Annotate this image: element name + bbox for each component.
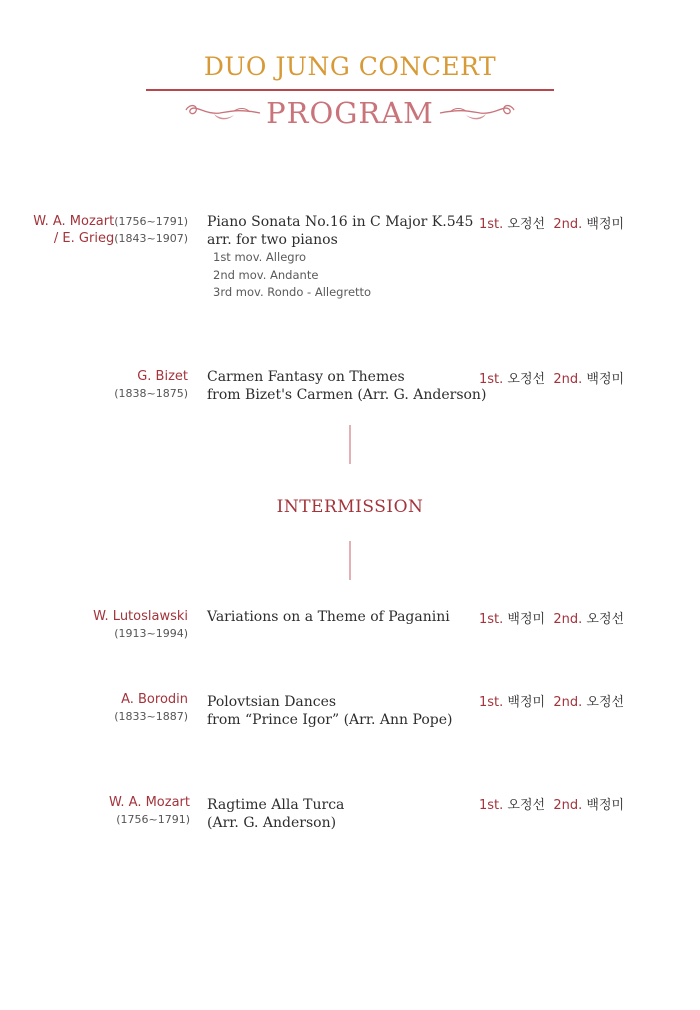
- piece-subtitle: arr. for two pianos: [207, 232, 338, 248]
- concert-title: DUO JUNG CONCERT: [203, 52, 497, 81]
- composer-name: A. Borodin: [121, 692, 188, 707]
- composer-name: G. Bizet: [137, 369, 188, 384]
- composer-dates: (1843~1907): [114, 232, 188, 245]
- divider-line: [349, 541, 351, 580]
- piece-title: Carmen Fantasy on Themes: [207, 369, 405, 385]
- movement: 2nd mov. Andante: [213, 267, 319, 282]
- performers: [479, 608, 624, 627]
- movement: 3rd mov. Rondo - Allegretto: [213, 285, 372, 299]
- piece-sonata: [207, 213, 473, 302]
- second-piano-name: 오정선: [586, 612, 625, 627]
- performers: [479, 794, 624, 813]
- first-piano-label: 1st.: [479, 612, 504, 627]
- composer-bizet: [114, 368, 188, 402]
- piece-title: Polovtsian Dances: [207, 694, 337, 710]
- composer-name: W. A. Mozart: [109, 795, 190, 810]
- composer-dates: (1756~1791): [114, 215, 188, 228]
- piece-carmen: [207, 368, 486, 404]
- composer-mozart-grieg: [33, 213, 188, 247]
- second-piano-label: 2nd.: [553, 612, 583, 627]
- divider-line: [349, 425, 351, 464]
- composer-lutoslawski: [93, 608, 188, 642]
- composer-dates: (1833~1887): [114, 710, 188, 723]
- performers: [479, 368, 624, 387]
- right-flourish-icon: [438, 101, 516, 125]
- second-piano-label: 2nd.: [553, 372, 583, 387]
- piece-subtitle: from “Prince Igor” (Arr. Ann Pope): [207, 712, 453, 728]
- performers: [479, 213, 624, 232]
- second-piano-name: 백정미: [586, 798, 625, 813]
- composer-name: / E. Grieg: [53, 231, 115, 246]
- second-piano-name: 백정미: [586, 217, 625, 232]
- composer-name: W. A. Mozart: [33, 214, 115, 229]
- composer-dates: (1756~1791): [116, 813, 190, 826]
- second-piano-name: 오정선: [586, 695, 625, 710]
- program-heading: PROGRAM: [266, 96, 434, 130]
- second-piano-name: 백정미: [586, 372, 625, 387]
- piece-title: Variations on a Theme of Paganini: [207, 609, 450, 625]
- first-piano-name: 오정선: [507, 798, 546, 813]
- piece-polovtsian: [207, 693, 453, 729]
- piece-paganini: [207, 608, 450, 626]
- piece-subtitle: (Arr. G. Anderson): [207, 815, 337, 831]
- second-piano-label: 2nd.: [553, 695, 583, 710]
- piece-title: Piano Sonata No.16 in C Major K.545: [207, 214, 474, 230]
- composer-dates: (1838~1875): [114, 387, 188, 400]
- composer-dates: (1913~1994): [114, 627, 188, 640]
- first-piano-name: 오정선: [507, 217, 546, 232]
- first-piano-label: 1st.: [479, 798, 504, 813]
- first-piano-name: 오정선: [507, 372, 546, 387]
- piece-title: Ragtime Alla Turca: [207, 797, 345, 813]
- first-piano-name: 백정미: [507, 612, 546, 627]
- first-piano-name: 백정미: [507, 695, 546, 710]
- title-divider: [146, 89, 554, 91]
- first-piano-label: 1st.: [479, 217, 504, 232]
- first-piano-label: 1st.: [479, 695, 504, 710]
- performers: [479, 691, 624, 710]
- first-piano-label: 1st.: [479, 372, 504, 387]
- second-piano-label: 2nd.: [553, 217, 583, 232]
- piece-ragtime: [207, 796, 344, 832]
- composer-name: W. Lutoslawski: [93, 609, 188, 624]
- second-piano-label: 2nd.: [553, 798, 583, 813]
- piece-subtitle: from Bizet's Carmen (Arr. G. Anderson): [207, 387, 487, 403]
- intermission-label: INTERMISSION: [276, 497, 424, 517]
- composer-borodin: [114, 691, 188, 725]
- composer-mozart: [109, 794, 190, 828]
- movement: 1st mov. Allegro: [213, 250, 307, 264]
